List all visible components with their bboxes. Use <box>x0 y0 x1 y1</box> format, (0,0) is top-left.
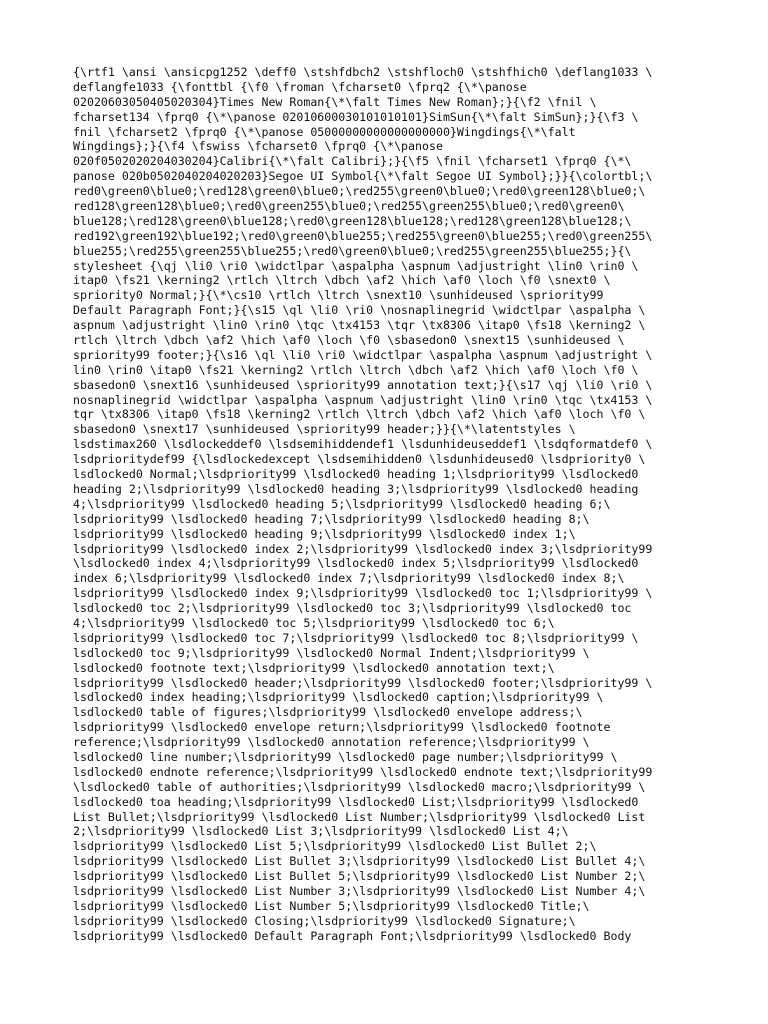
text-line: Wingdings};}{\f4 \fswiss \fcharset0 \fprq0 {\*\panose <box>73 139 443 154</box>
text-line: lsdpriority99 \lsdlocked0 header;\lsdpriority99 \lsdlocked0 footer;\lsdpriority99 \ <box>73 675 653 690</box>
text-line: index 6;\lsdpriority99 \lsdlocked0 index 7;\lsdpriority99 \lsdlocked0 index 8;\ <box>73 571 625 586</box>
text-line: lsdpriority99 \lsdlocked0 List Bullet 5;\lsdpriority99 \lsdlocked0 List Number 2;\ <box>73 869 646 884</box>
text-line: lsdpriority99 \lsdlocked0 heading 7;\lsdpriority99 \lsdlocked0 heading 8;\ <box>73 511 590 526</box>
text-line: 4;\lsdpriority99 \lsdlocked0 toc 5;\lsdpriority99 \lsdlocked0 toc 6;\ <box>73 615 555 630</box>
text-line: red0\green0\blue0;\red128\green0\blue0;\red255\green0\blue0;\red0\green128\blue0;\ <box>73 184 646 199</box>
text-line: rtlch \ltrch \dbch \af2 \hich \af0 \loch \f0 \sbasedon0 \snext15 \sunhideused \ <box>73 333 625 348</box>
text-line: lsdpriority99 \lsdlocked0 List Number 3;\lsdpriority99 \lsdlocked0 List Number 4;\ <box>73 883 646 898</box>
text-line: spriority0 Normal;}{\*\cs10 \rtlch \ltrch \snext10 \sunhideused \spriority99 <box>73 288 604 303</box>
text-line: lsdpriority99 \lsdlocked0 toc 7;\lsdpriority99 \lsdlocked0 toc 8;\lsdpriority99 \ <box>73 630 639 645</box>
text-line: List Bullet;\lsdpriority99 \lsdlocked0 List Number;\lsdpriority99 \lsdlocked0 List <box>73 809 646 824</box>
text-line: lsdpriority99 \lsdlocked0 index 9;\lsdpriority99 \lsdlocked0 toc 1;\lsdpriority99 \ <box>73 586 653 601</box>
text-line: \lsdlocked0 table of authorities;\lsdpriority99 \lsdlocked0 macro;\lsdpriority99 \ <box>73 779 646 794</box>
text-line: lsdlocked0 Normal;\lsdpriority99 \lsdlocked0 heading 1;\lsdpriority99 \lsdlocked0 <box>73 467 639 482</box>
text-line: lsdpriority99 \lsdlocked0 heading 9;\lsdpriority99 \lsdlocked0 index 1;\ <box>73 526 576 541</box>
text-line: lsdlocked0 toa heading;\lsdpriority99 \lsdlocked0 List;\lsdpriority99 \lsdlocked0 <box>73 794 639 809</box>
text-line: itap0 \fs21 \kerning2 \rtlch \ltrch \dbch \af2 \hich \af0 \loch \f0 \snext0 \ <box>73 273 611 288</box>
text-line: stylesheet {\qj \li0 \ri0 \widctlpar \aspalpha \aspnum \adjustright \lin0 \rin0 \ <box>73 258 639 273</box>
text-line: blue255;\red255\green255\blue255;\red0\green0\blue0;\red255\green255\blue255;}{\ <box>73 243 632 258</box>
text-line: blue128;\red128\green0\blue128;\red0\green128\blue128;\red128\green128\blue128;\ <box>73 213 632 228</box>
text-line: lsdlocked0 line number;\lsdpriority99 \lsdlocked0 page number;\lsdpriority99 \ <box>73 749 618 764</box>
text-line: {\rtf1 \ansi \ansicpg1252 \deff0 \stshfdbch2 \stshfloch0 \stshfhich0 \deflang1033 \ <box>73 65 653 79</box>
text-line: 020f0502020204030204}Calibri{\*\falt Calibri};}{\f5 \fnil \fcharset1 \fprq0 {\*\ <box>73 154 632 169</box>
text-line: tqr \tx8306 \itap0 \fs18 \kerning2 \rtlch \ltrch \dbch \af2 \hich \af0 \loch \f0 \ <box>73 407 646 422</box>
text-line: 02020603050405020304}Times New Roman{\*\falt Times New Roman};}{\f2 \fnil \ <box>73 94 597 109</box>
text-line: lsdpriority99 \lsdlocked0 List 5;\lsdpriority99 \lsdlocked0 List Bullet 2;\ <box>73 839 597 854</box>
text-line: lsdstimax260 \lsdlockeddef0 \lsdsemihiddendef1 \lsdunhideuseddef1 \lsdqformatdef0 \ <box>73 437 653 452</box>
text-line: lsdpriority99 \lsdlocked0 envelope return;\lsdpriority99 \lsdlocked0 footnote <box>73 720 611 735</box>
text-line: red192\green192\blue192;\red0\green0\blue255;\red255\green0\blue255;\red0\green255\ <box>73 228 653 243</box>
text-line: sbasedon0 \snext16 \sunhideused \spriority99 annotation text;}{\s17 \qj \li0 \ri0 \ <box>73 377 653 392</box>
text-line: spriority99 footer;}{\s16 \ql \li0 \ri0 \widctlpar \aspalpha \aspnum \adjustright \ <box>73 347 653 362</box>
text-line: lsdlocked0 index heading;\lsdpriority99 \lsdlocked0 caption;\lsdpriority99 \ <box>73 690 604 705</box>
text-line: deflangfe1033 {\fonttbl {\f0 \froman \fcharset0 \fprq2 {\*\panose <box>73 79 527 94</box>
text-line: lsdlocked0 toc 9;\lsdpriority99 \lsdlocked0 Normal Indent;\lsdpriority99 \ <box>73 645 590 660</box>
text-line: lin0 \rin0 \itap0 \fs21 \kerning2 \rtlch \ltrch \dbch \af2 \hich \af0 \loch \f0 \ <box>73 362 639 377</box>
text-line: lsdlocked0 toc 2;\lsdpriority99 \lsdlocked0 toc 3;\lsdpriority99 \lsdlocked0 toc <box>73 601 632 616</box>
text-line: lsdpriority99 \lsdlocked0 Closing;\lsdpriority99 \lsdlocked0 Signature;\ <box>73 913 576 928</box>
rtf-source-text <box>73 65 713 944</box>
text-line: fnil \fcharset2 \fprq0 {\*\panose 05000000000000000000}Wingdings{\*\falt <box>73 124 576 139</box>
text-line: nosnaplinegrid \widctlpar \aspalpha \aspnum \adjustright \lin0 \rin0 \tqc \tx4153 \ <box>73 392 653 407</box>
text-line: lsdpriority99 \lsdlocked0 List Bullet 3;\lsdpriority99 \lsdlocked0 List Bullet 4;\ <box>73 854 646 869</box>
text-line: red128\green128\blue0;\red0\green255\blue0;\red255\green255\blue0;\red0\green0\ <box>73 199 625 214</box>
text-line: lsdprioritydef99 {\lsdlockedexcept \lsdsemihidden0 \lsdunhideused0 \lsdpriority0 \ <box>73 452 646 467</box>
text-line: heading 2;\lsdpriority99 \lsdlocked0 heading 3;\lsdpriority99 \lsdlocked0 heading <box>73 481 639 496</box>
text-line: \lsdlocked0 index 4;\lsdpriority99 \lsdlocked0 index 5;\lsdpriority99 \lsdlocked0 <box>73 556 639 571</box>
text-line: lsdlocked0 table of figures;\lsdpriority99 \lsdlocked0 envelope address;\ <box>73 705 583 720</box>
text-line: panose 020b0502040204020203}Segoe UI Symbol{\*\falt Segoe UI Symbol};}}{\colortbl;\ <box>73 169 653 184</box>
text-line: lsdlocked0 endnote reference;\lsdpriority99 \lsdlocked0 endnote text;\lsdpriority99 <box>73 764 653 779</box>
text-line: lsdpriority99 \lsdlocked0 Default Paragraph Font;\lsdpriority99 \lsdlocked0 Body <box>73 928 632 943</box>
text-line: aspnum \adjustright \lin0 \rin0 \tqc \tx4153 \tqr \tx8306 \itap0 \fs18 \kerning2 \ <box>73 318 646 333</box>
text-line: Default Paragraph Font;}{\s15 \ql \li0 \ri0 \nosnaplinegrid \widctlpar \aspalpha \ <box>73 303 646 318</box>
text-line: lsdlocked0 footnote text;\lsdpriority99 \lsdlocked0 annotation text;\ <box>73 660 555 675</box>
text-line: sbasedon0 \snext17 \sunhideused \spriority99 header;}}{\*\latentstyles \ <box>73 422 576 437</box>
text-line: reference;\lsdpriority99 \lsdlocked0 annotation reference;\lsdpriority99 \ <box>73 735 590 750</box>
text-line: lsdpriority99 \lsdlocked0 index 2;\lsdpriority99 \lsdlocked0 index 3;\lsdpriority99 <box>73 541 653 556</box>
text-line: lsdpriority99 \lsdlocked0 List Number 5;\lsdpriority99 \lsdlocked0 Title;\ <box>73 898 590 913</box>
text-line: 2;\lsdpriority99 \lsdlocked0 List 3;\lsdpriority99 \lsdlocked0 List 4;\ <box>73 824 569 839</box>
text-line: fcharset134 \fprq0 {\*\panose 02010600030101010101}SimSun{\*\falt SimSun};}{\f3 \ <box>73 109 639 124</box>
text-line: 4;\lsdpriority99 \lsdlocked0 heading 5;\lsdpriority99 \lsdlocked0 heading 6;\ <box>73 496 611 511</box>
